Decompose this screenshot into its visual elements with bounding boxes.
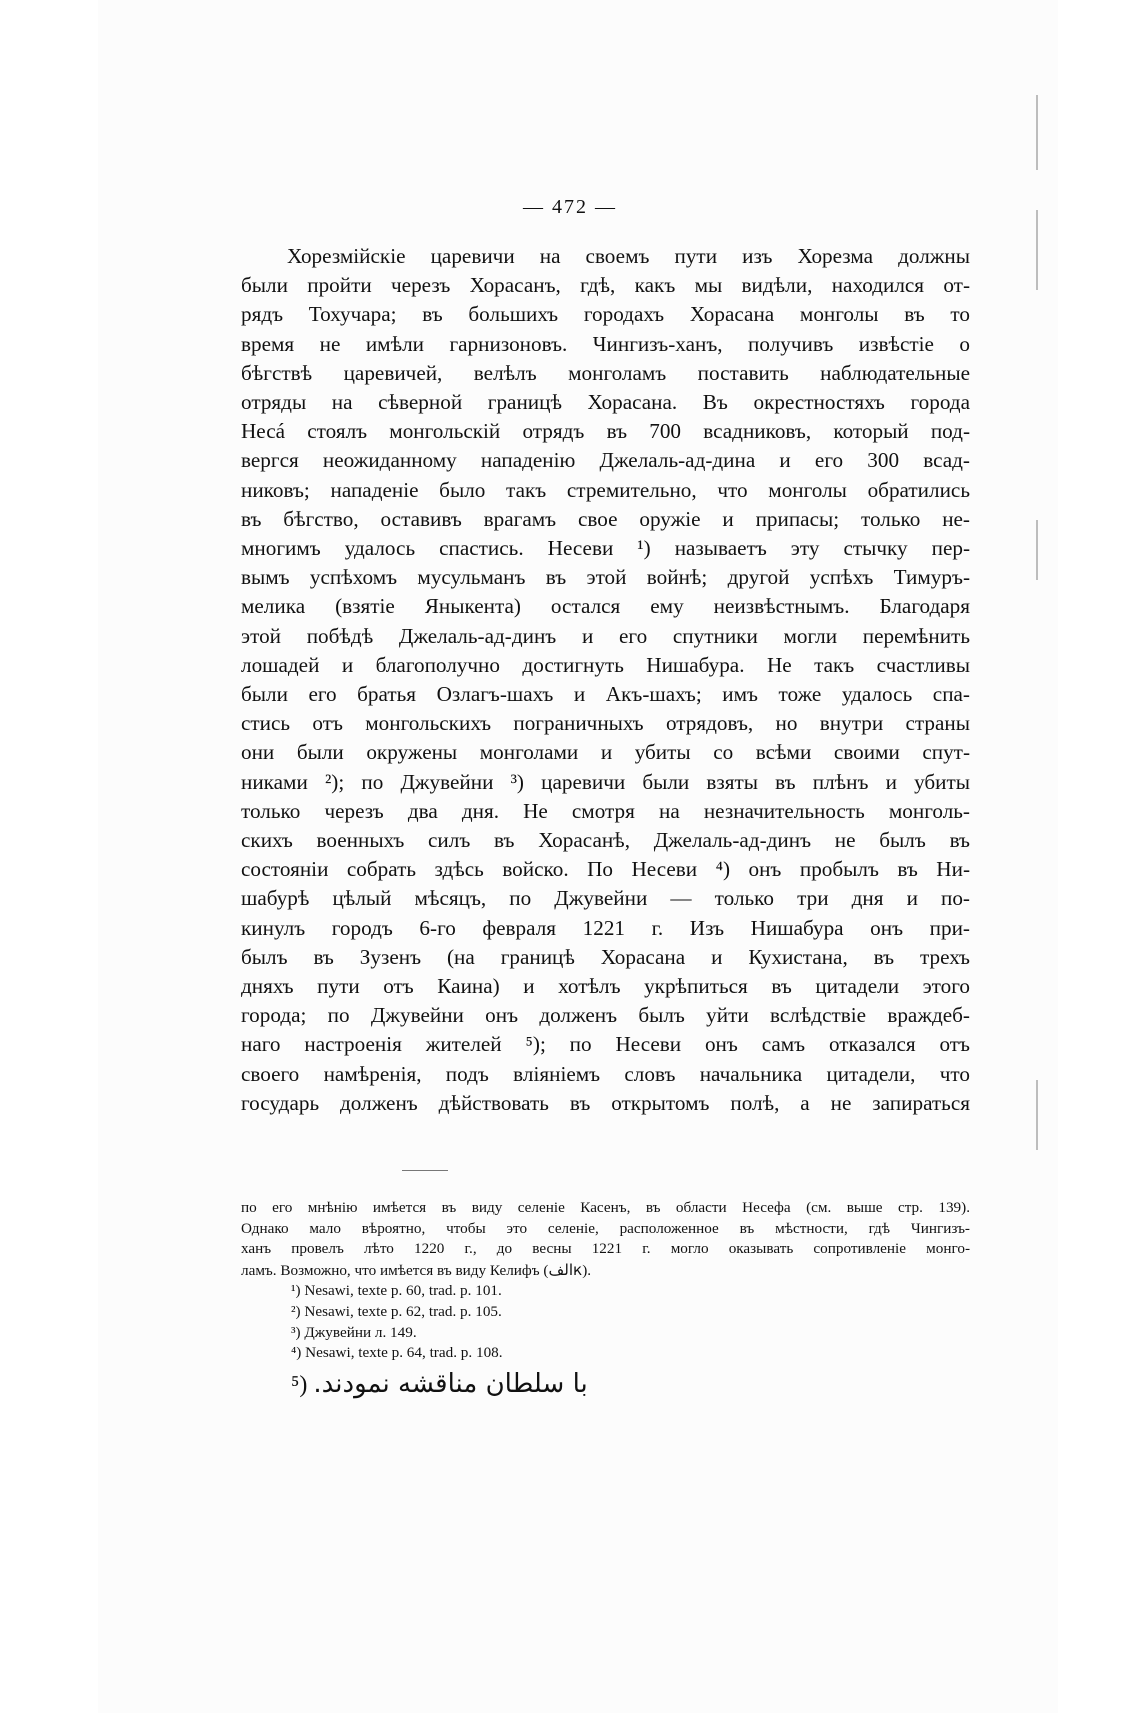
text-line: кинулъ городъ 6-го февраля 1221 г. Изъ Нишабура онъ при- (241, 915, 970, 940)
text-line: рядъ Тохучара; въ большихъ городахъ Хорасана монголы въ то (241, 302, 970, 327)
footnote-mark: ¹) (291, 1282, 301, 1300)
text-line: Несá стоялъ монгольскій отрядъ въ 700 всадниковъ, который под- (241, 419, 970, 444)
footnote-continuation-line: ханъ провелъ лѣто 1220 г., до весны 1221 г. могло оказывать сопротивленіе монго- (241, 1240, 970, 1258)
arabic-quote: با سلطان مناقشه نمودند. (313, 1368, 588, 1399)
footnote-mark: ³) (291, 1323, 301, 1341)
page-edge-line (1036, 520, 1038, 580)
text-line: стись отъ монгольскихъ пограничныхъ отрядовъ, но внутри страны (241, 711, 970, 736)
text-line: лошадей и благополучно достигнуть Нишабура. Не такъ счастливы (241, 652, 970, 677)
text-line: скихъ военныхъ силъ въ Хорасанѣ, Джелаль-ад-динъ не былъ въ (241, 828, 970, 853)
footnote-5 (241, 1366, 970, 1403)
text-line: время не имѣли гарнизоновъ. Чингизъ-ханъ, получивъ извѣстіе о (241, 331, 970, 356)
text-line: этой побѣдѣ Джелаль-ад-динъ и его спутники могли перемѣнить (241, 623, 970, 648)
footnote-mark: ⁵) (291, 1371, 308, 1398)
footnote-text: ламъ. Возможно, что имѣется въ виду Келифъ ( (241, 1261, 549, 1279)
footnote-mark: ⁴) (291, 1344, 302, 1362)
page-edge-line (1036, 210, 1038, 290)
text-line: были пройти черезъ Хорасанъ, гдѣ, какъ мы видѣли, находился от- (241, 273, 970, 298)
text-line: бѣгствѣ царевичей, велѣлъ монголамъ поставить наблюдательные (241, 360, 970, 385)
footnotes (241, 1198, 970, 1403)
text-line: своего намѣренія, подъ вліяніемъ словъ начальника цитадели, что (241, 1061, 970, 1086)
text-line: были его братья Озлагъ-шахъ и Акъ-шахъ; имъ тоже удалось спа- (241, 682, 970, 707)
text-line: въ бѣгство, оставивъ врагамъ свое оружіе и припасы; только не- (241, 506, 970, 531)
text-line: былъ въ Зузенъ (на границѣ Хорасана и Кухистана, въ трехъ (241, 944, 970, 969)
footnote-text: Nesawi, texte p. 64, trad. p. 108. (305, 1344, 503, 1362)
text-line: состояніи собрать здѣсь войско. По Несеви ⁴) онъ пробылъ въ Ни- (241, 857, 970, 882)
footnote-text: Nesawi, texte p. 60, trad. p. 101. (304, 1282, 502, 1300)
text-line: мелика (взятіе Яныкента) остался ему неизвѣстнымъ. Благодаря (241, 594, 970, 619)
footnote-continuation-line (241, 1260, 970, 1282)
text-line: никами ²); по Джувейни ³) царевичи были взяты въ плѣнъ и убиты (241, 769, 970, 794)
text-line: государь долженъ дѣйствовать въ открытомъ полѣ, а не запираться (241, 1090, 970, 1115)
text-line: шабурѣ цѣлый мѣсяцъ, по Джувейни — только три дня и по- (241, 886, 970, 911)
page-number: — 472 — (523, 196, 617, 218)
page-edge-line (1036, 1080, 1038, 1150)
arabic-word: кالف (548, 1260, 583, 1279)
footnote-4 (241, 1343, 970, 1364)
text-line: Хорезмійскіе царевичи на своемъ пути изъ Хорезма должны (287, 244, 970, 268)
text-line: они были окружены монголами и убиты со всѣми своими спут- (241, 740, 970, 765)
footnote-text: Nesawi, texte p. 62, trad. p. 105. (304, 1302, 502, 1320)
footnote-2 (241, 1302, 970, 1323)
footnote-separator (402, 1170, 448, 1171)
text-line: наго настроенія жителей ⁵); по Несеви онъ самъ отказался отъ (241, 1032, 970, 1057)
text-line: многимъ удалось спастись. Несеви ¹) называетъ эту стычку пер- (241, 536, 970, 561)
page-edge-line (1036, 95, 1038, 170)
text-line: вергся неожиданному нападенію Джелаль-ад-дина и его 300 всад- (241, 448, 970, 473)
main-text (241, 242, 970, 1118)
text-line: вымъ успѣхомъ мусульманъ въ этой войнѣ; другой успѣхъ Тимуръ- (241, 565, 970, 590)
footnote-3 (241, 1323, 970, 1344)
footnote-text: Джувейни л. 149. (304, 1323, 417, 1341)
text-line: отряды на сѣверной границѣ Хорасана. Въ окрестностяхъ города (241, 390, 970, 415)
footnote-continuation-line: по его мнѣнію имѣется въ виду селеніе Касенъ, въ области Несефа (см. выше стр. 139). (241, 1199, 970, 1216)
footnote-text: ). (582, 1261, 592, 1279)
footnote-continuation-line: Однако мало вѣроятно, чтобы это селеніе, расположенное въ мѣстности, гдѣ Чингизъ- (241, 1219, 970, 1237)
text-line: города; по Джувейни онъ долженъ былъ уйти вслѣдствіе враждеб- (241, 1003, 970, 1028)
text-line: дняхъ пути отъ Каина) и хотѣлъ укрѣпиться въ цитадели этого (241, 974, 970, 999)
text-line: никовъ; нападеніе было такъ стремительно, что монголы обратились (241, 477, 970, 502)
footnote-mark: ²) (291, 1302, 301, 1320)
text-line: только черезъ два дня. Не смотря на незначительность монголь- (241, 798, 970, 823)
footnote-1 (241, 1281, 970, 1302)
